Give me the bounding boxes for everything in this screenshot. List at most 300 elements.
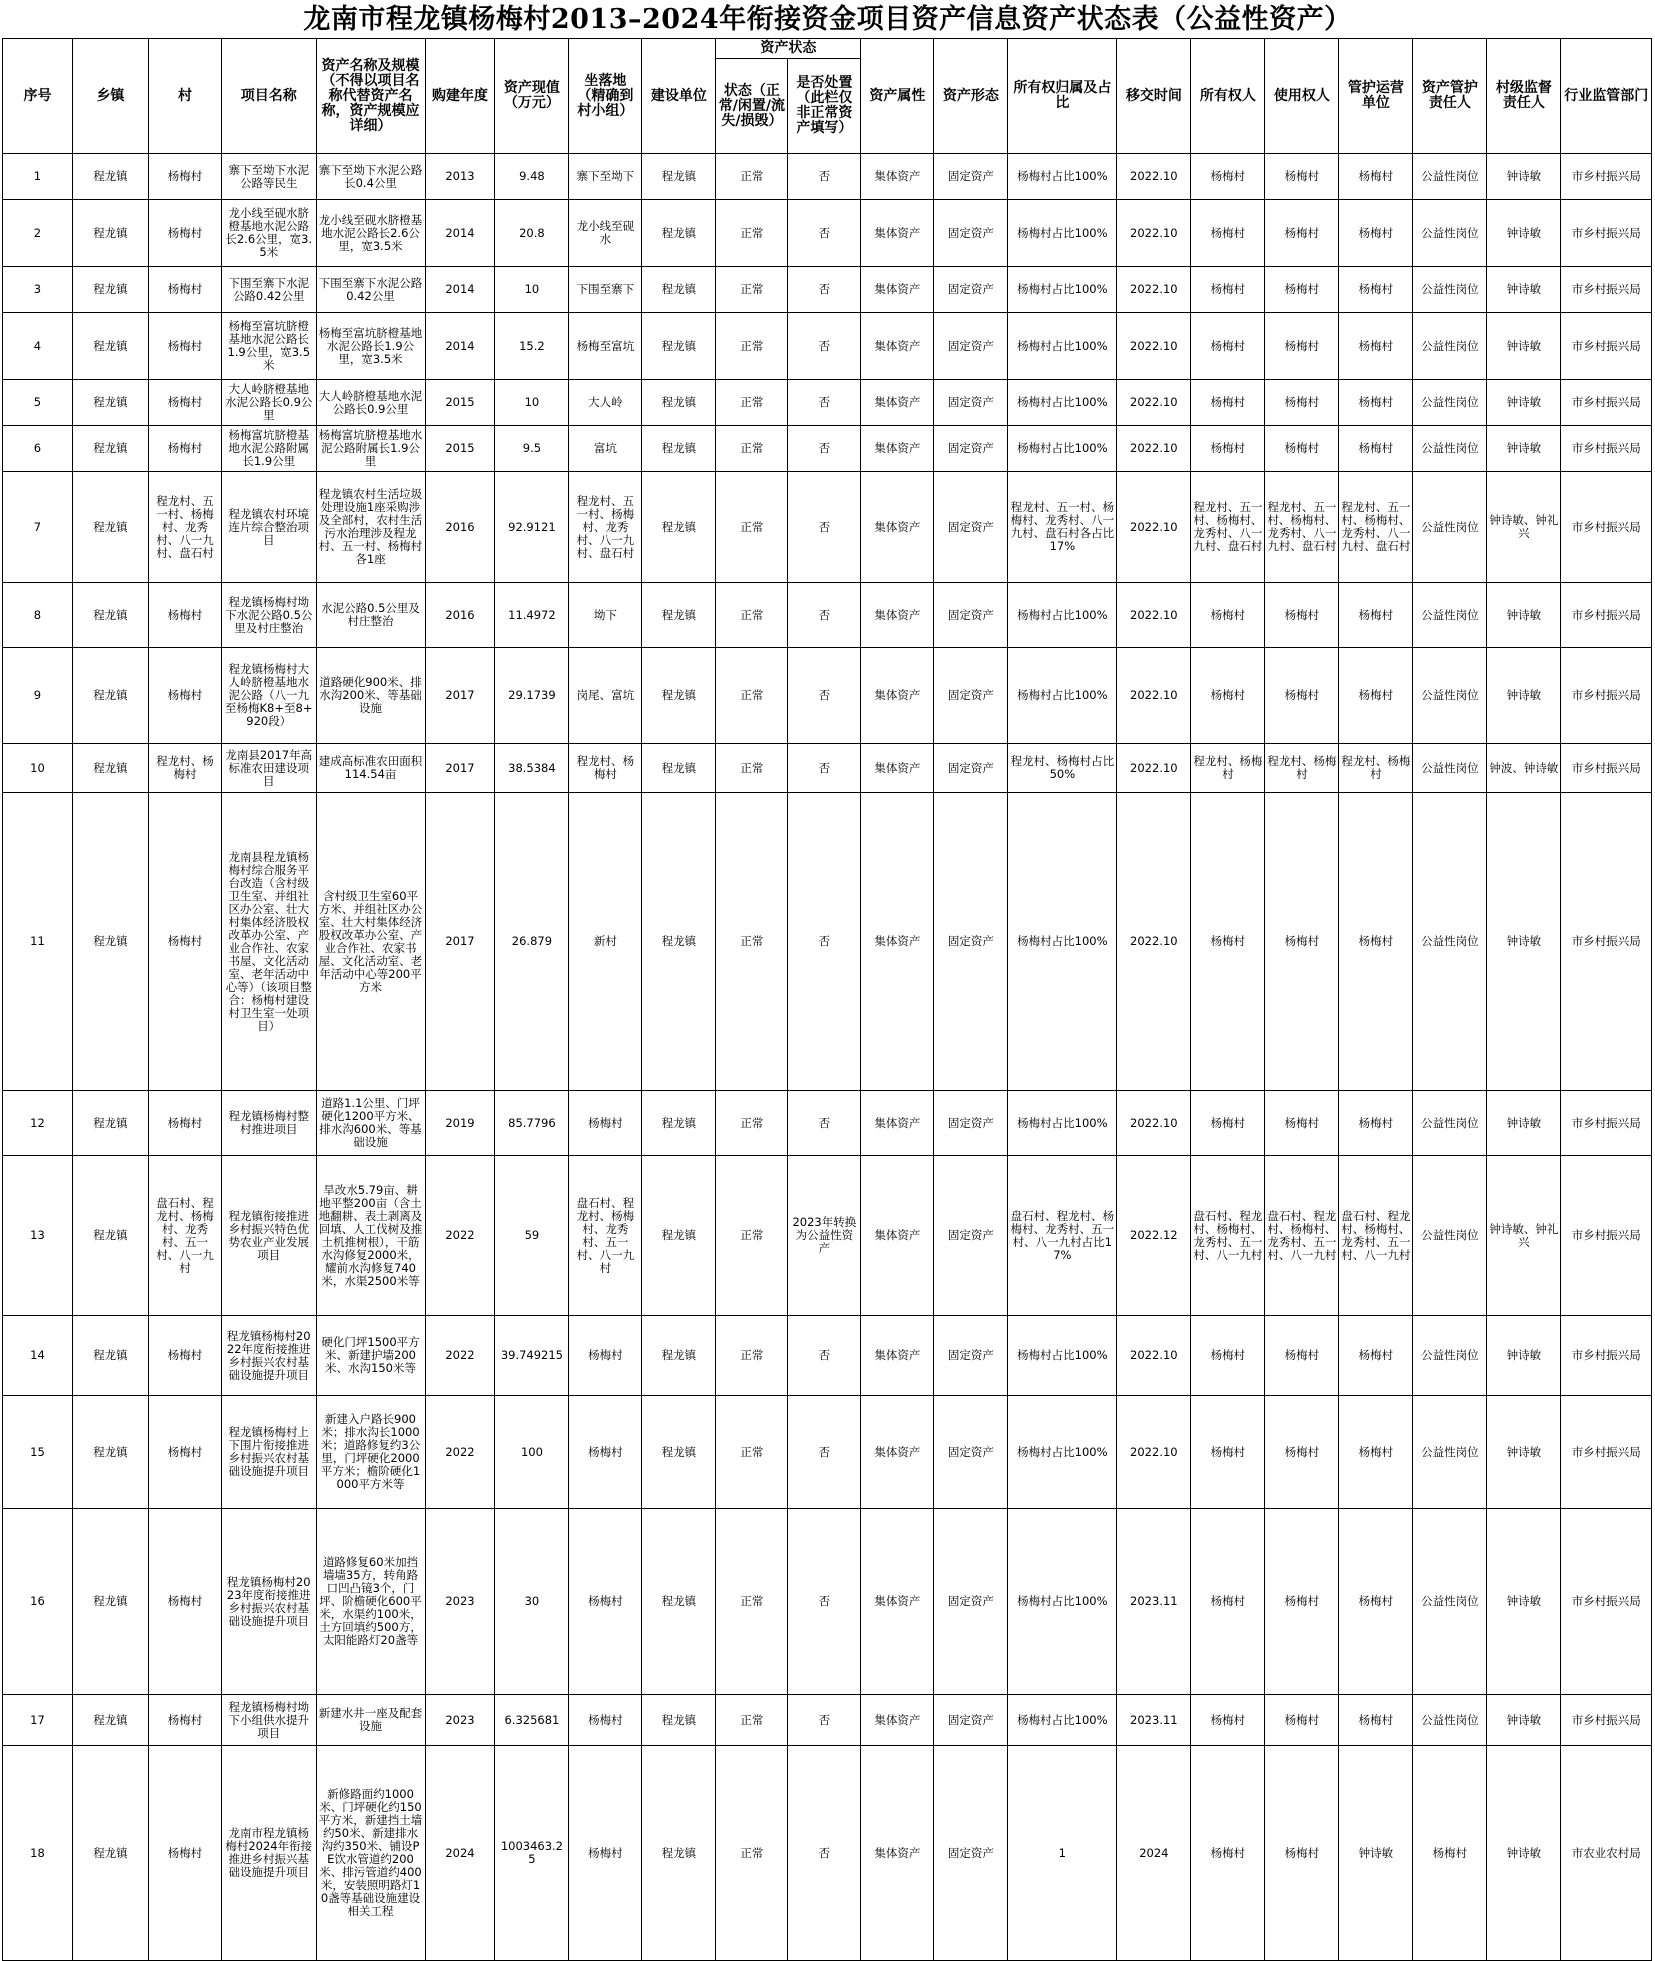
cell-operator: 钟诗敏 xyxy=(1339,1746,1413,1961)
cell-year: 2016 xyxy=(425,583,495,648)
cell-owner: 杨梅村 xyxy=(1191,380,1265,426)
cell-location: 龙小线至砚水 xyxy=(569,200,642,267)
cell-supervisor: 钟诗敏 xyxy=(1487,1746,1561,1961)
cell-owner: 杨梅村 xyxy=(1191,267,1265,313)
cell-ownership: 杨梅村占比100% xyxy=(1008,583,1117,648)
table-row xyxy=(3,744,1652,793)
col-operator: 管护运营单位 xyxy=(1339,39,1413,154)
cell-responsible: 公益性岗位 xyxy=(1413,267,1487,313)
cell-project: 杨梅至富坑脐橙基地水泥公路长1.9公里，宽3.5米 xyxy=(221,313,316,380)
col-handover: 移交时间 xyxy=(1117,39,1191,154)
cell-project: 寨下至坳下水泥公路等民生 xyxy=(221,154,316,200)
cell-township: 程龙镇 xyxy=(72,1509,148,1695)
cell-dept: 市乡村振兴局 xyxy=(1561,793,1652,1091)
col-year: 购建年度 xyxy=(425,39,495,154)
cell-supervisor: 钟诗敏 xyxy=(1487,380,1561,426)
cell-location: 杨梅村 xyxy=(569,1509,642,1695)
cell-village: 杨梅村 xyxy=(148,380,221,426)
cell-owner: 杨梅村 xyxy=(1191,1746,1265,1961)
cell-status: 正常 xyxy=(716,744,788,793)
table-row xyxy=(3,583,1652,648)
cell-status: 正常 xyxy=(716,648,788,744)
cell-village: 杨梅村 xyxy=(148,1091,221,1156)
cell-seq: 16 xyxy=(3,1509,73,1695)
cell-value: 10 xyxy=(495,380,569,426)
cell-status: 正常 xyxy=(716,472,788,583)
cell-form: 固定资产 xyxy=(934,313,1008,380)
cell-owner: 杨梅村 xyxy=(1191,1695,1265,1746)
cell-year: 2023 xyxy=(425,1509,495,1695)
cell-attr: 集体资产 xyxy=(861,472,934,583)
cell-seq: 3 xyxy=(3,267,73,313)
cell-user: 杨梅村 xyxy=(1265,426,1339,472)
cell-responsible: 公益性岗位 xyxy=(1413,426,1487,472)
cell-form: 固定资产 xyxy=(934,426,1008,472)
cell-disposal: 否 xyxy=(788,1091,861,1156)
cell-operator: 盘石村、程龙村、杨梅村、龙秀村、五一村、八一九村 xyxy=(1339,1156,1413,1316)
cell-value: 39.749215 xyxy=(495,1316,569,1396)
cell-operator: 杨梅村 xyxy=(1339,1091,1413,1156)
cell-handover: 2022.12 xyxy=(1117,1156,1191,1316)
cell-village: 杨梅村 xyxy=(148,426,221,472)
cell-form: 固定资产 xyxy=(934,1316,1008,1396)
table-row xyxy=(3,1746,1652,1961)
cell-year: 2017 xyxy=(425,793,495,1091)
cell-handover: 2022.10 xyxy=(1117,313,1191,380)
cell-location: 大人岭 xyxy=(569,380,642,426)
cell-builder: 程龙镇 xyxy=(642,472,716,583)
cell-form: 固定资产 xyxy=(934,154,1008,200)
cell-responsible: 杨梅村 xyxy=(1413,1746,1487,1961)
cell-village: 杨梅村 xyxy=(148,154,221,200)
table-row xyxy=(3,472,1652,583)
cell-attr: 集体资产 xyxy=(861,1396,934,1509)
cell-attr: 集体资产 xyxy=(861,1091,934,1156)
cell-owner: 盘石村、程龙村、杨梅村、龙秀村、五一村、八一九村 xyxy=(1191,1156,1265,1316)
cell-dept: 市乡村振兴局 xyxy=(1561,1316,1652,1396)
cell-form: 固定资产 xyxy=(934,1156,1008,1316)
cell-supervisor: 钟诗敏 xyxy=(1487,313,1561,380)
col-form: 资产形态 xyxy=(934,39,1008,154)
cell-value: 6.325681 xyxy=(495,1695,569,1746)
cell-owner: 杨梅村 xyxy=(1191,1316,1265,1396)
cell-value: 29.1739 xyxy=(495,648,569,744)
cell-user: 杨梅村 xyxy=(1265,154,1339,200)
cell-dept: 市乡村振兴局 xyxy=(1561,744,1652,793)
cell-disposal: 否 xyxy=(788,1509,861,1695)
cell-form: 固定资产 xyxy=(934,1396,1008,1509)
cell-seq: 6 xyxy=(3,426,73,472)
cell-attr: 集体资产 xyxy=(861,380,934,426)
cell-disposal: 否 xyxy=(788,200,861,267)
cell-disposal: 否 xyxy=(788,472,861,583)
cell-seq: 14 xyxy=(3,1316,73,1396)
cell-asset-name: 新建入户路长900米；排水沟长1000米；道路修复约3公里，门坪硬化2000平方米；檐阶硬化1000平方米等 xyxy=(316,1396,425,1509)
cell-handover: 2022.10 xyxy=(1117,380,1191,426)
cell-supervisor: 钟诗敏 xyxy=(1487,154,1561,200)
cell-asset-name: 新建水井一座及配套设施 xyxy=(316,1695,425,1746)
cell-owner: 杨梅村 xyxy=(1191,1396,1265,1509)
cell-value: 9.48 xyxy=(495,154,569,200)
cell-builder: 程龙镇 xyxy=(642,1695,716,1746)
cell-supervisor: 钟诗敏、钟礼兴 xyxy=(1487,472,1561,583)
cell-seq: 9 xyxy=(3,648,73,744)
cell-status: 正常 xyxy=(716,154,788,200)
cell-status: 正常 xyxy=(716,1156,788,1316)
cell-location: 杨梅村 xyxy=(569,1695,642,1746)
cell-seq: 2 xyxy=(3,200,73,267)
cell-village: 杨梅村 xyxy=(148,1396,221,1509)
cell-asset-name: 龙小线至砚水脐橙基地水泥公路长2.6公里，宽3.5米 xyxy=(316,200,425,267)
cell-dept: 市乡村振兴局 xyxy=(1561,200,1652,267)
cell-asset-name: 下围至寨下水泥公路0.42公里 xyxy=(316,267,425,313)
cell-dept: 市农业农村局 xyxy=(1561,1746,1652,1961)
cell-status: 正常 xyxy=(716,1316,788,1396)
cell-year: 2016 xyxy=(425,472,495,583)
cell-user: 杨梅村 xyxy=(1265,648,1339,744)
cell-status: 正常 xyxy=(716,380,788,426)
cell-user: 杨梅村 xyxy=(1265,1509,1339,1695)
cell-ownership: 杨梅村占比100% xyxy=(1008,648,1117,744)
table-row xyxy=(3,380,1652,426)
cell-seq: 18 xyxy=(3,1746,73,1961)
cell-value: 59 xyxy=(495,1156,569,1316)
cell-ownership: 杨梅村占比100% xyxy=(1008,380,1117,426)
cell-handover: 2023.11 xyxy=(1117,1695,1191,1746)
cell-owner: 杨梅村 xyxy=(1191,426,1265,472)
cell-operator: 杨梅村 xyxy=(1339,154,1413,200)
cell-asset-name: 道路修复60米加挡墙墙35方，转角路口凹凸镜3个，门坪、阶檐硬化600平米，水渠约100米，土方回填约500方，太阳能路灯20盏等 xyxy=(316,1509,425,1695)
cell-village: 程龙村、杨梅村 xyxy=(148,744,221,793)
cell-supervisor: 钟诗敏 xyxy=(1487,648,1561,744)
cell-location: 富坑 xyxy=(569,426,642,472)
col-ownership: 所有权归属及占比 xyxy=(1008,39,1117,154)
cell-year: 2022 xyxy=(425,1316,495,1396)
cell-village: 杨梅村 xyxy=(148,1746,221,1961)
cell-operator: 程龙村、杨梅村 xyxy=(1339,744,1413,793)
cell-builder: 程龙镇 xyxy=(642,793,716,1091)
cell-township: 程龙镇 xyxy=(72,154,148,200)
cell-operator: 杨梅村 xyxy=(1339,267,1413,313)
cell-village: 杨梅村 xyxy=(148,648,221,744)
cell-user: 杨梅村 xyxy=(1265,313,1339,380)
cell-owner: 程龙村、五一村、杨梅村、龙秀村、八一九村、盘石村 xyxy=(1191,472,1265,583)
asset-table xyxy=(2,38,1652,1961)
cell-project: 程龙镇杨梅村2022年度衔接推进乡村振兴农村基础设施提升项目 xyxy=(221,1316,316,1396)
cell-dept: 市乡村振兴局 xyxy=(1561,154,1652,200)
cell-asset-name: 程龙镇农村生活垃圾处理设施1座采购涉及全部村，农村生活污水治理涉及程龙村、五一村、杨梅村各1座 xyxy=(316,472,425,583)
cell-disposal: 否 xyxy=(788,1695,861,1746)
cell-builder: 程龙镇 xyxy=(642,648,716,744)
cell-status: 正常 xyxy=(716,1695,788,1746)
cell-year: 2023 xyxy=(425,1695,495,1746)
cell-handover: 2022.10 xyxy=(1117,154,1191,200)
cell-village: 杨梅村 xyxy=(148,200,221,267)
cell-ownership: 杨梅村占比100% xyxy=(1008,1091,1117,1156)
col-status-group: 资产状态 xyxy=(716,39,861,59)
cell-location: 杨梅村 xyxy=(569,1746,642,1961)
cell-handover: 2022.10 xyxy=(1117,744,1191,793)
cell-builder: 程龙镇 xyxy=(642,1396,716,1509)
cell-dept: 市乡村振兴局 xyxy=(1561,1091,1652,1156)
cell-handover: 2022.10 xyxy=(1117,472,1191,583)
cell-attr: 集体资产 xyxy=(861,1156,934,1316)
page-title: 龙南市程龙镇杨梅村2013–2024年衔接资金项目资产信息资产状态表（公益性资产） xyxy=(303,4,1352,35)
cell-dept: 市乡村振兴局 xyxy=(1561,426,1652,472)
cell-seq: 1 xyxy=(3,154,73,200)
cell-disposal: 否 xyxy=(788,380,861,426)
cell-owner: 杨梅村 xyxy=(1191,1091,1265,1156)
cell-asset-name: 硬化门坪1500平方米、新建护墙200米、水沟150米等 xyxy=(316,1316,425,1396)
cell-asset-name: 杨梅至富坑脐橙基地水泥公路长1.9公里，宽3.5米 xyxy=(316,313,425,380)
cell-form: 固定资产 xyxy=(934,1695,1008,1746)
cell-project: 程龙镇杨梅村2023年度衔接推进乡村振兴农村基础设施提升项目 xyxy=(221,1509,316,1695)
cell-form: 固定资产 xyxy=(934,472,1008,583)
cell-township: 程龙镇 xyxy=(72,426,148,472)
cell-value: 1003463.25 xyxy=(495,1746,569,1961)
cell-project: 龙南县程龙镇杨梅村综合服务平台改造（含村级卫生室、并组社区办公室、壮大村集体经济股权改革办公室、产业合作社、农家书屋、文化活动室、老年活动中心等）（该项目整合：杨梅村建设村卫生室一处项目） xyxy=(221,793,316,1091)
cell-asset-name: 建成高标准农田面积114.54亩 xyxy=(316,744,425,793)
cell-asset-name: 大人岭脐橙基地水泥公路长0.9公里 xyxy=(316,380,425,426)
cell-form: 固定资产 xyxy=(934,793,1008,1091)
cell-owner: 杨梅村 xyxy=(1191,200,1265,267)
cell-dept: 市乡村振兴局 xyxy=(1561,267,1652,313)
cell-value: 10 xyxy=(495,267,569,313)
cell-ownership: 杨梅村占比100% xyxy=(1008,1695,1117,1746)
cell-seq: 7 xyxy=(3,472,73,583)
cell-user: 杨梅村 xyxy=(1265,583,1339,648)
cell-attr: 集体资产 xyxy=(861,793,934,1091)
cell-seq: 10 xyxy=(3,744,73,793)
cell-project: 龙小线至砚水脐橙基地水泥公路长2.6公里，宽3.5米 xyxy=(221,200,316,267)
cell-location: 盘石村、程龙村、杨梅村、龙秀村、五一村、八一九村 xyxy=(569,1156,642,1316)
cell-location: 杨梅村 xyxy=(569,1396,642,1509)
table-row xyxy=(3,426,1652,472)
cell-operator: 杨梅村 xyxy=(1339,648,1413,744)
cell-township: 程龙镇 xyxy=(72,380,148,426)
cell-project: 程龙镇杨梅村坳下小组供水提升项目 xyxy=(221,1695,316,1746)
cell-responsible: 公益性岗位 xyxy=(1413,1396,1487,1509)
cell-builder: 程龙镇 xyxy=(642,1091,716,1156)
cell-status: 正常 xyxy=(716,583,788,648)
cell-seq: 15 xyxy=(3,1396,73,1509)
cell-project: 龙南市程龙镇杨梅村2024年衔接推进乡村振兴基础设施提升项目 xyxy=(221,1746,316,1961)
table-row xyxy=(3,200,1652,267)
cell-handover: 2024 xyxy=(1117,1746,1191,1961)
cell-project: 下围至寨下水泥公路0.42公里 xyxy=(221,267,316,313)
cell-location: 程龙村、五一村、杨梅村、龙秀村、八一九村、盘石村 xyxy=(569,472,642,583)
cell-location: 杨梅村 xyxy=(569,1091,642,1156)
cell-seq: 4 xyxy=(3,313,73,380)
cell-township: 程龙镇 xyxy=(72,472,148,583)
col-attr: 资产属性 xyxy=(861,39,934,154)
cell-responsible: 公益性岗位 xyxy=(1413,1316,1487,1396)
cell-attr: 集体资产 xyxy=(861,1695,934,1746)
cell-dept: 市乡村振兴局 xyxy=(1561,313,1652,380)
cell-attr: 集体资产 xyxy=(861,583,934,648)
col-project: 项目名称 xyxy=(221,39,316,154)
cell-year: 2014 xyxy=(425,267,495,313)
cell-status: 正常 xyxy=(716,1509,788,1695)
cell-value: 15.2 xyxy=(495,313,569,380)
cell-operator: 杨梅村 xyxy=(1339,1396,1413,1509)
cell-value: 30 xyxy=(495,1509,569,1695)
cell-responsible: 公益性岗位 xyxy=(1413,1156,1487,1316)
cell-builder: 程龙镇 xyxy=(642,1156,716,1316)
cell-form: 固定资产 xyxy=(934,380,1008,426)
cell-handover: 2022.10 xyxy=(1117,648,1191,744)
cell-ownership: 杨梅村占比100% xyxy=(1008,154,1117,200)
cell-location: 岗尾、富坑 xyxy=(569,648,642,744)
col-value: 资产现值（万元） xyxy=(495,39,569,154)
cell-disposal: 2023年转换为公益性资产 xyxy=(788,1156,861,1316)
cell-asset-name: 寨下至坳下水泥公路长0.4公里 xyxy=(316,154,425,200)
cell-project: 程龙镇杨梅村上下围片衔接推进乡村振兴农村基础设施提升项目 xyxy=(221,1396,316,1509)
cell-supervisor: 钟诗敏 xyxy=(1487,583,1561,648)
cell-disposal: 否 xyxy=(788,583,861,648)
cell-operator: 程龙村、五一村、杨梅村、龙秀村、八一九村、盘石村 xyxy=(1339,472,1413,583)
cell-operator: 杨梅村 xyxy=(1339,793,1413,1091)
cell-township: 程龙镇 xyxy=(72,1396,148,1509)
cell-user: 程龙村、五一村、杨梅村、龙秀村、八一九村、盘石村 xyxy=(1265,472,1339,583)
cell-village: 杨梅村 xyxy=(148,267,221,313)
col-owner: 所有权人 xyxy=(1191,39,1265,154)
cell-disposal: 否 xyxy=(788,267,861,313)
col-seq: 序号 xyxy=(3,39,73,154)
cell-township: 程龙镇 xyxy=(72,1746,148,1961)
cell-year: 2017 xyxy=(425,648,495,744)
cell-form: 固定资产 xyxy=(934,1509,1008,1695)
cell-location: 坳下 xyxy=(569,583,642,648)
table-row xyxy=(3,1156,1652,1316)
table-row xyxy=(3,1695,1652,1746)
cell-township: 程龙镇 xyxy=(72,793,148,1091)
cell-supervisor: 钟诗敏、钟礼兴 xyxy=(1487,1156,1561,1316)
cell-village: 杨梅村 xyxy=(148,1695,221,1746)
cell-project: 龙南县2017年高标准农田建设项目 xyxy=(221,744,316,793)
cell-value: 9.5 xyxy=(495,426,569,472)
cell-user: 杨梅村 xyxy=(1265,1695,1339,1746)
cell-seq: 13 xyxy=(3,1156,73,1316)
cell-form: 固定资产 xyxy=(934,267,1008,313)
cell-value: 92.9121 xyxy=(495,472,569,583)
cell-ownership: 杨梅村占比100% xyxy=(1008,1396,1117,1509)
cell-responsible: 公益性岗位 xyxy=(1413,1091,1487,1156)
cell-asset-name: 道路1.1公里、门坪硬化1200平方米、排水沟600米、等基础设施 xyxy=(316,1091,425,1156)
cell-status: 正常 xyxy=(716,426,788,472)
cell-disposal: 否 xyxy=(788,793,861,1091)
table-body xyxy=(3,154,1652,1961)
cell-township: 程龙镇 xyxy=(72,267,148,313)
table-row xyxy=(3,267,1652,313)
cell-township: 程龙镇 xyxy=(72,744,148,793)
cell-status: 正常 xyxy=(716,267,788,313)
cell-asset-name: 旱改水5.79亩、耕地平整200亩（含土地翻耕、表土剥离及回填、人工伐树及推土机推树根），干筋水沟修复2000米，耀前水沟修复740米，水渠2500米等 xyxy=(316,1156,425,1316)
cell-location: 杨梅村 xyxy=(569,1316,642,1396)
cell-year: 2022 xyxy=(425,1156,495,1316)
cell-user: 杨梅村 xyxy=(1265,1396,1339,1509)
cell-builder: 程龙镇 xyxy=(642,1316,716,1396)
cell-owner: 程龙村、杨梅村 xyxy=(1191,744,1265,793)
cell-disposal: 否 xyxy=(788,154,861,200)
cell-operator: 杨梅村 xyxy=(1339,380,1413,426)
cell-builder: 程龙镇 xyxy=(642,200,716,267)
cell-year: 2015 xyxy=(425,380,495,426)
cell-ownership: 杨梅村占比100% xyxy=(1008,1316,1117,1396)
cell-village: 杨梅村 xyxy=(148,1316,221,1396)
col-asset-name: 资产名称及规模（不得以项目名称代替资产名称，资产规模应详细） xyxy=(316,39,425,154)
cell-attr: 集体资产 xyxy=(861,313,934,380)
cell-village: 杨梅村 xyxy=(148,793,221,1091)
cell-builder: 程龙镇 xyxy=(642,744,716,793)
cell-supervisor: 钟诗敏 xyxy=(1487,1396,1561,1509)
cell-responsible: 公益性岗位 xyxy=(1413,472,1487,583)
cell-form: 固定资产 xyxy=(934,583,1008,648)
cell-ownership: 杨梅村占比100% xyxy=(1008,267,1117,313)
cell-location: 新村 xyxy=(569,793,642,1091)
cell-asset-name: 水泥公路0.5公里及村庄整治 xyxy=(316,583,425,648)
col-user: 使用权人 xyxy=(1265,39,1339,154)
cell-status: 正常 xyxy=(716,1396,788,1509)
cell-disposal: 否 xyxy=(788,648,861,744)
cell-status: 正常 xyxy=(716,793,788,1091)
cell-location: 杨梅至富坑 xyxy=(569,313,642,380)
cell-status: 正常 xyxy=(716,1746,788,1961)
table-row xyxy=(3,793,1652,1091)
cell-attr: 集体资产 xyxy=(861,1746,934,1961)
cell-location: 下围至寨下 xyxy=(569,267,642,313)
cell-owner: 杨梅村 xyxy=(1191,648,1265,744)
cell-project: 程龙镇杨梅村整村推进项目 xyxy=(221,1091,316,1156)
cell-seq: 17 xyxy=(3,1695,73,1746)
cell-disposal: 否 xyxy=(788,1396,861,1509)
cell-township: 程龙镇 xyxy=(72,648,148,744)
cell-year: 2014 xyxy=(425,200,495,267)
cell-responsible: 公益性岗位 xyxy=(1413,1695,1487,1746)
cell-user: 杨梅村 xyxy=(1265,200,1339,267)
cell-supervisor: 钟诗敏 xyxy=(1487,1316,1561,1396)
cell-dept: 市乡村振兴局 xyxy=(1561,1695,1652,1746)
table-row xyxy=(3,313,1652,380)
cell-builder: 程龙镇 xyxy=(642,267,716,313)
cell-project: 大人岭脐橙基地水泥公路长0.9公里 xyxy=(221,380,316,426)
cell-responsible: 公益性岗位 xyxy=(1413,744,1487,793)
cell-attr: 集体资产 xyxy=(861,200,934,267)
cell-project: 程龙镇衔接推进乡村振兴特色优势农业产业发展项目 xyxy=(221,1156,316,1316)
cell-handover: 2022.10 xyxy=(1117,200,1191,267)
cell-seq: 5 xyxy=(3,380,73,426)
cell-builder: 程龙镇 xyxy=(642,154,716,200)
table-row xyxy=(3,1091,1652,1156)
cell-project: 杨梅富坑脐橙基地水泥公路附属长1.9公里 xyxy=(221,426,316,472)
cell-supervisor: 钟诗敏 xyxy=(1487,1695,1561,1746)
cell-village: 程龙村、五一村、杨梅村、龙秀村、八一九村、盘石村 xyxy=(148,472,221,583)
cell-attr: 集体资产 xyxy=(861,154,934,200)
cell-ownership: 杨梅村占比100% xyxy=(1008,426,1117,472)
cell-supervisor: 钟诗敏 xyxy=(1487,1091,1561,1156)
cell-builder: 程龙镇 xyxy=(642,1746,716,1961)
cell-dept: 市乡村振兴局 xyxy=(1561,472,1652,583)
cell-project: 程龙镇农村环境连片综合整治项目 xyxy=(221,472,316,583)
cell-ownership: 杨梅村占比100% xyxy=(1008,1509,1117,1695)
cell-responsible: 公益性岗位 xyxy=(1413,793,1487,1091)
cell-form: 固定资产 xyxy=(934,1091,1008,1156)
cell-owner: 杨梅村 xyxy=(1191,583,1265,648)
table-header xyxy=(3,39,1652,154)
cell-operator: 杨梅村 xyxy=(1339,313,1413,380)
cell-operator: 杨梅村 xyxy=(1339,583,1413,648)
cell-form: 固定资产 xyxy=(934,744,1008,793)
